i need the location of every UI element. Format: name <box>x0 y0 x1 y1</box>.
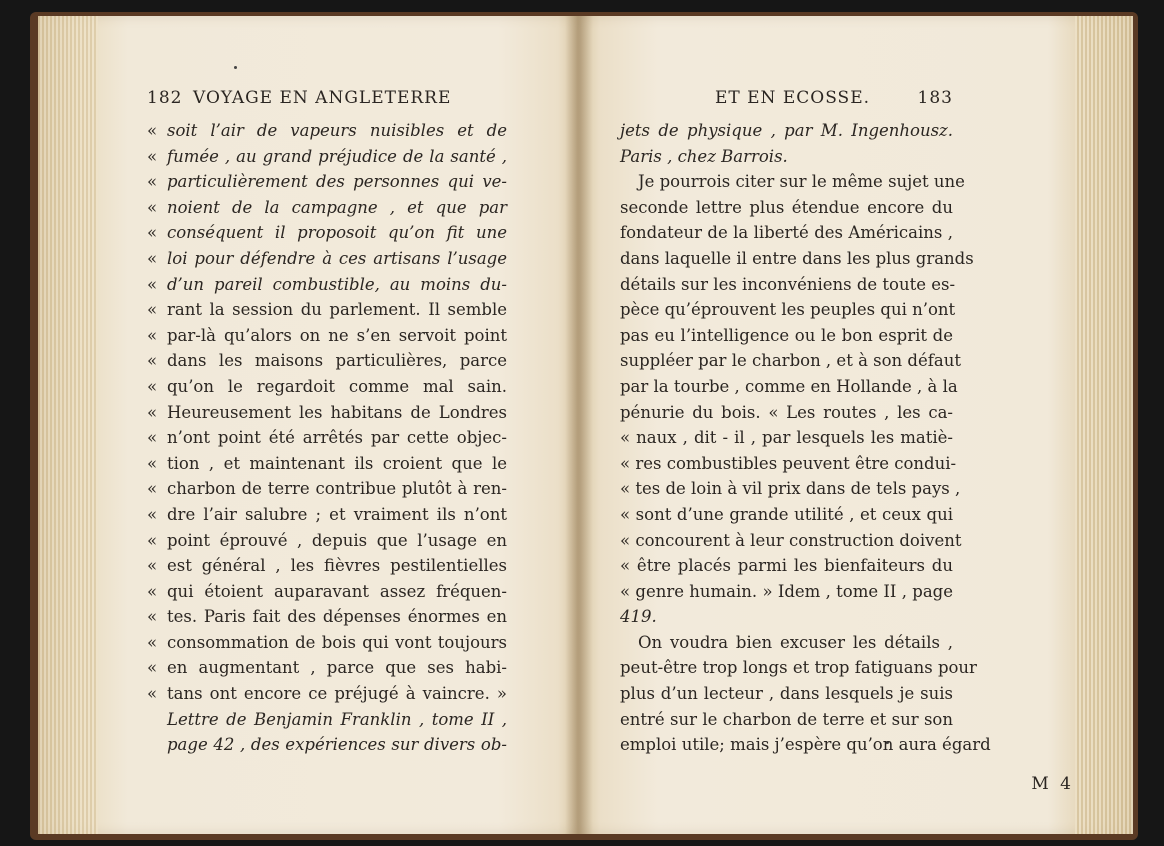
line-text: qui étoient auparavant assez fréquen- <box>167 581 507 601</box>
line-text: Je pourrois citer sur le même sujet une <box>638 172 965 192</box>
quote-mark: « <box>147 684 158 704</box>
text-line <box>620 553 953 579</box>
text-line <box>147 195 507 221</box>
line-text: jets de physique , par M. Ingenhousz. <box>620 121 953 140</box>
line-text: tans ont encore ce préjugé à vaincre. » <box>167 684 507 704</box>
line-text: fumée , au grand préjudice de la santé , <box>167 146 507 166</box>
text-line <box>147 272 507 298</box>
quote-mark: « <box>147 658 158 678</box>
text-line <box>147 707 507 733</box>
quote-mark: « <box>147 376 158 396</box>
line-text: dans les maisons particulières, parce <box>167 351 507 371</box>
line-text: consommation de bois qui vont toujours <box>167 632 507 652</box>
signature-mark: M 4 <box>1031 774 1074 794</box>
line-text: qu’on le regardoit comme mal sain. <box>167 376 507 396</box>
quote-mark: « <box>147 453 158 473</box>
ink-speck <box>234 66 237 69</box>
line-text: tes. Paris fait des dépenses énormes en <box>167 607 507 627</box>
text-line <box>620 246 974 272</box>
left-page-number: 182 <box>147 88 183 108</box>
line-text: Lettre de Benjamin Franklin , tome II , <box>167 709 507 729</box>
line-text: en augmentant , parce que ses habi- <box>167 658 507 678</box>
line-text: suppléer par le charbon , et à son défaut <box>620 351 961 371</box>
text-line <box>147 400 507 426</box>
quote-mark: « <box>147 607 158 627</box>
line-text: page 42 , des expériences sur divers ob- <box>167 735 507 755</box>
quote-mark: « <box>147 479 158 499</box>
text-line <box>147 144 507 170</box>
quote-mark: « <box>147 172 158 192</box>
text-line <box>620 220 953 246</box>
right-text-lines <box>620 118 991 758</box>
text-line <box>620 118 953 144</box>
line-text: seconde lettre plus étendue encore du <box>620 197 953 217</box>
text-line <box>147 476 507 502</box>
line-text: d’un pareil combustible, au moins du- <box>167 274 507 294</box>
left-page-edges <box>38 16 98 834</box>
text-line <box>147 528 507 554</box>
line-text: pèce qu’éprouvent les peuples qui n’ont <box>620 300 956 320</box>
quote-mark: « <box>147 197 158 217</box>
line-text: « tes de loin à vil prix dans de tels pays , <box>620 479 961 499</box>
quote-mark: « <box>147 274 158 294</box>
text-line <box>147 655 507 681</box>
text-line <box>620 144 953 170</box>
text-line <box>620 630 953 656</box>
quote-mark: « <box>147 248 158 268</box>
line-text: charbon de terre contribue plutôt à ren- <box>167 479 507 499</box>
line-text: est général , les fièvres pestilentielles <box>167 556 507 576</box>
quote-mark: « <box>147 146 158 166</box>
line-text: point éprouvé , depuis que l’usage en <box>167 530 507 550</box>
text-line <box>620 476 961 502</box>
text-line <box>147 118 507 144</box>
text-line <box>147 732 507 758</box>
right-text-column <box>620 88 991 758</box>
right-running-title: ET EN ECOSSE. <box>715 88 871 108</box>
quote-mark: « <box>147 325 158 345</box>
text-line <box>620 681 953 707</box>
text-line <box>620 297 956 323</box>
text-line <box>147 297 507 323</box>
line-text: « naux , dit - il , par lesquels les matiè- <box>620 428 953 448</box>
quote-mark: « <box>147 223 158 243</box>
quote-mark: « <box>147 351 158 371</box>
quote-mark: « <box>147 402 158 422</box>
right-page-number: 183 <box>917 88 953 108</box>
text-line <box>620 528 962 554</box>
text-line <box>147 579 507 605</box>
line-text: rant la session du parlement. Il semble <box>167 300 507 320</box>
line-text: plus d’un lecteur , dans lesquels je suis <box>620 684 953 704</box>
line-text: On voudra bien excuser les détails , <box>638 632 953 652</box>
text-line <box>147 169 507 195</box>
text-line <box>620 400 953 426</box>
left-running-head <box>147 88 507 118</box>
text-line <box>147 374 507 400</box>
line-text: fondateur de la liberté des Américains , <box>620 223 953 243</box>
text-line <box>147 681 507 707</box>
quote-mark: « <box>147 121 158 140</box>
line-text: détails sur les inconvéniens de toute es- <box>620 274 956 294</box>
line-text: noient de la campagne , et que par <box>167 197 507 217</box>
line-text: pas eu l’intelligence ou le bon esprit de <box>620 325 953 345</box>
line-text: par la tourbe , comme en Hollande , à la <box>620 376 958 396</box>
right-running-head <box>620 88 953 118</box>
line-text: conséquent il proposoit qu’on fit une <box>167 223 507 243</box>
text-line <box>620 732 991 758</box>
text-line <box>147 502 507 528</box>
text-line <box>147 451 507 477</box>
text-line <box>147 220 507 246</box>
line-text: dans laquelle il entre dans les plus grands <box>620 248 974 268</box>
text-line <box>620 655 977 681</box>
line-text: tion , et maintenant ils croient que le <box>167 453 507 473</box>
quote-mark: « <box>147 300 158 320</box>
text-line <box>147 348 507 374</box>
text-line <box>620 323 953 349</box>
book-gutter <box>565 16 593 834</box>
quote-mark: « <box>147 556 158 576</box>
quote-mark: « <box>147 530 158 550</box>
right-page-edges <box>1075 16 1133 834</box>
line-text: « res combustibles peuvent être condui- <box>620 453 957 473</box>
line-text: pénurie du bois. « Les routes , les ca- <box>620 402 953 422</box>
line-text: peut-être trop longs et trop fatiguans pour <box>620 658 977 678</box>
text-line <box>620 195 953 221</box>
line-text: dre l’air salubre ; et vraiment ils n’ont <box>167 504 507 524</box>
line-text: n’ont point été arrêtés par cette objec- <box>167 428 507 448</box>
line-text: par-là qu’alors on ne s’en servoit point <box>167 325 507 345</box>
line-text: emploi utile; mais j’espère qu’on aura égard <box>620 735 991 755</box>
line-text: entré sur le charbon de terre et sur son <box>620 709 953 729</box>
line-text: soit l’air de vapeurs nuisibles et de <box>167 121 507 140</box>
text-line <box>620 425 953 451</box>
line-text: « concourent à leur construction doivent <box>620 530 962 550</box>
quote-mark: « <box>147 581 158 601</box>
text-line <box>620 272 956 298</box>
left-running-title: VOYAGE EN ANGLETERRE <box>193 88 452 108</box>
left-text-lines <box>147 118 507 758</box>
text-line <box>147 246 507 272</box>
text-line <box>147 553 507 579</box>
text-line <box>620 348 961 374</box>
text-line <box>620 604 953 630</box>
line-text: « genre humain. » Idem , tome II , page <box>620 581 953 601</box>
text-line <box>147 604 507 630</box>
text-line <box>147 425 507 451</box>
text-line <box>620 707 953 733</box>
text-line <box>147 630 507 656</box>
text-line <box>620 451 957 477</box>
line-text: Heureusement les habitans de Londres <box>167 402 507 422</box>
line-text: « être placés parmi les bienfaiteurs du <box>620 556 953 576</box>
line-text: 419. <box>620 607 657 627</box>
line-text: loi pour défendre à ces artisans l’usage <box>167 248 507 268</box>
quote-mark: « <box>147 428 158 448</box>
text-line <box>147 323 507 349</box>
line-text: « sont d’une grande utilité , et ceux qui <box>620 504 953 524</box>
text-line <box>620 374 958 400</box>
left-text-column <box>147 88 507 758</box>
text-line <box>620 169 965 195</box>
text-line <box>620 502 953 528</box>
line-text: particulièrement des personnes qui ve- <box>167 172 507 192</box>
quote-mark: « <box>147 632 158 652</box>
quote-mark: « <box>147 504 158 524</box>
line-text: Paris , chez Barrois. <box>620 146 788 166</box>
text-line <box>620 579 953 605</box>
